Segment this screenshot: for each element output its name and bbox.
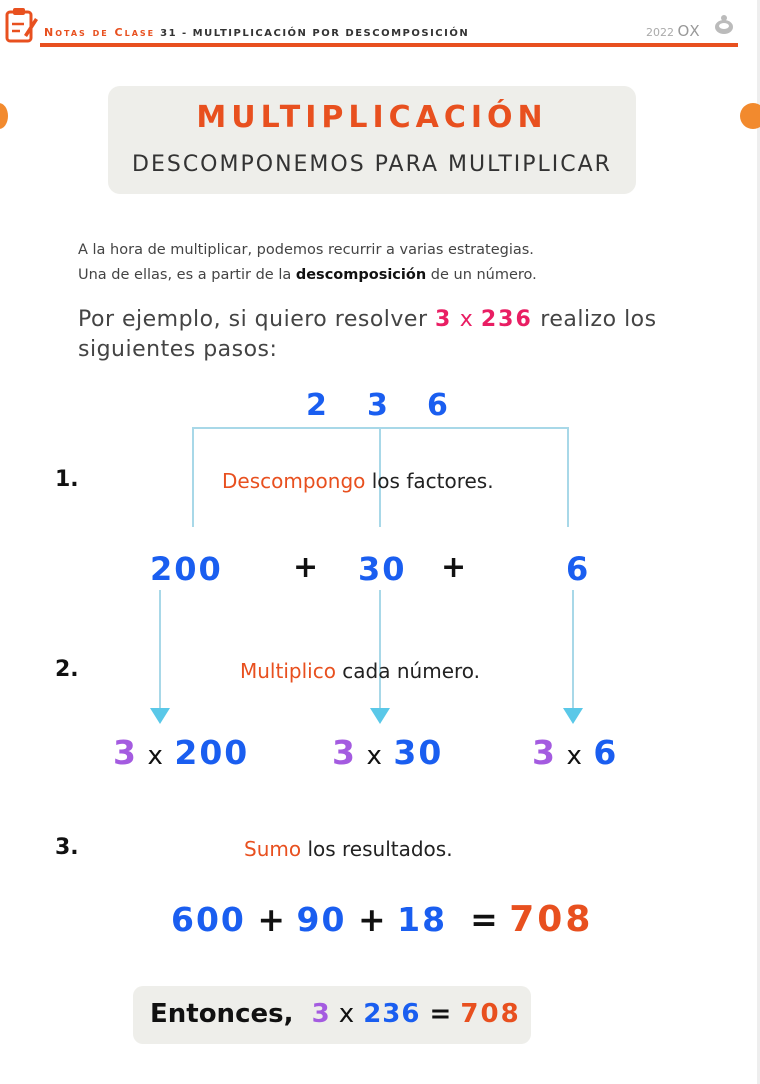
conclusion-equals: = [429,999,452,1029]
product-2 [332,733,443,772]
header-lesson: 31 - MULTIPLICACIÓN POR DESCOMPOSICIÓN [160,28,470,39]
plus-1: + [293,550,319,585]
product-3-value: 6 [593,733,617,772]
header-logo [646,22,701,40]
sum-term-3: 18 [397,900,448,939]
step-2-text [240,659,480,683]
product-1-factor: 3 [113,733,136,772]
product-3 [532,733,616,772]
conclusion-factor: 3 [311,999,330,1029]
intro-line-2-b: de un número. [426,267,537,283]
arrow-head-1 [150,708,170,724]
page-subtitle: DESCOMPONEMOS PARA MULTIPLICAR [132,152,612,177]
part-200: 200 [150,550,223,588]
conclusion-times: x [338,999,355,1029]
example-paragraph [78,305,738,365]
step-3-number: 3. [55,835,79,860]
sum-plus-2: + [357,900,386,939]
product-3-factor: 3 [532,733,555,772]
header-right-small: 2022 [646,26,674,39]
example-line-2: siguientes pasos: [78,337,278,362]
conclusion-text [150,999,521,1029]
step-2-number: 2. [55,657,79,682]
sum-result: 708 [509,899,594,940]
example-line-1 [78,305,738,335]
left-orange-dot [0,103,8,129]
digit-hundreds: 2 [306,388,327,423]
header-right-logo: OX [677,22,701,40]
intro-bold-word: descomposición [295,267,427,283]
product-2-times: x [366,741,382,771]
digit-tens: 3 [367,388,388,423]
header-series-label: Notas de Clase [44,26,156,39]
step-2-highlight: Multiplico [240,659,336,683]
product-3-times: x [566,741,582,771]
conclusion-number: 236 [363,999,421,1029]
step-1-text [222,469,494,493]
digit-ones: 6 [427,388,448,423]
product-2-factor: 3 [332,733,355,772]
step-1-number: 1. [55,467,79,492]
arrow-head-2 [370,708,390,724]
teapot-logo-icon [712,12,736,36]
header-title [44,26,469,39]
header-underline [40,43,738,47]
intro-paragraph [78,238,718,288]
product-2-value: 30 [393,733,444,772]
step-2-rest: cada número. [335,659,481,683]
sum-term-1: 600 [171,900,246,939]
right-orange-dot [740,103,760,129]
step-3-rest: los resultados. [301,837,453,861]
plus-2: + [441,550,467,585]
sum-equals: = [470,900,498,939]
sum-plus-1: + [257,900,286,939]
intro-line-1: A la hora de multiplicar, podemos recurrir a varias estrategias. [78,242,534,258]
product-1-value: 200 [174,733,250,772]
example-times: x [459,307,474,332]
step-3-highlight: Sumo [244,837,302,861]
sum-row [171,899,593,940]
conclusion-result: 708 [460,999,521,1029]
sum-term-2: 90 [296,900,347,939]
part-30: 30 [358,550,407,588]
step-3-text [244,837,453,861]
arrow-head-3 [563,708,583,724]
intro-line-2-a: Una de ellas, es a partir de la [78,267,296,283]
example-text-b: realizo los [532,307,657,332]
example-text-a: Por ejemplo, si quiero resolver [78,307,435,332]
product-1-times: x [147,741,163,771]
conclusion-label: Entonces, [150,999,294,1029]
example-number: 236 [480,307,533,332]
step-1-highlight: Descompongo [222,469,366,493]
part-6: 6 [566,550,589,588]
page-title: MULTIPLICACIÓN [196,100,548,135]
step-1-rest: los factores. [365,469,494,493]
example-factor: 3 [434,307,453,332]
product-1 [113,733,249,772]
notepad-pencil-icon [4,4,38,44]
intro-line-2 [78,263,718,288]
